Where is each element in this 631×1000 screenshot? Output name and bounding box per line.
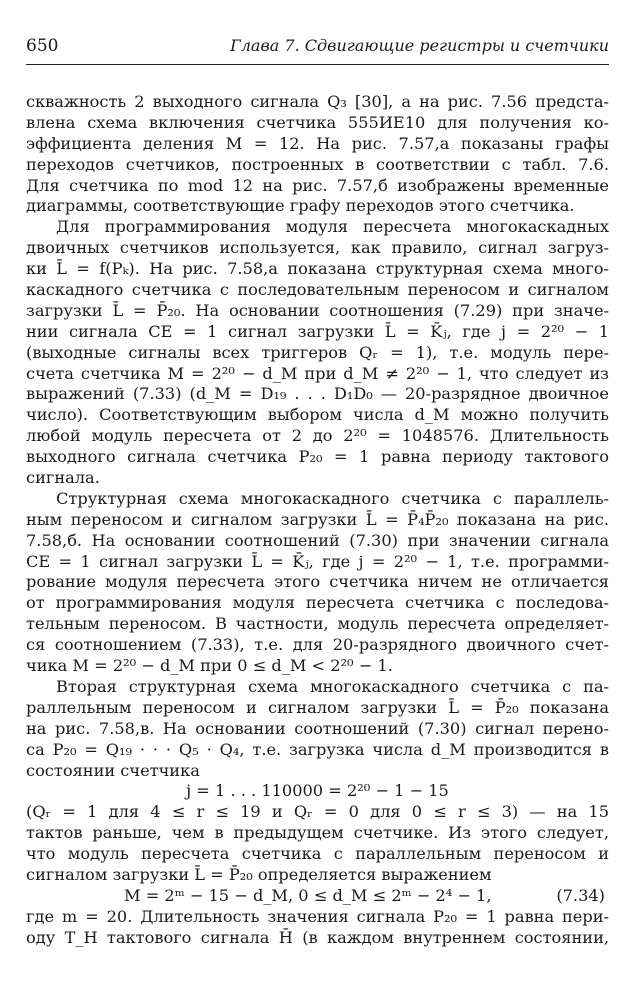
text-line: тактов раньше, чем в предыдущем счетчике. Из этого следует, — [26, 823, 609, 843]
equation-7-34 — [26, 886, 609, 907]
text-line: выражений (7.33) (d_M = D₁₉ . . . D₁D₀ — 20-разрядное двоичное — [26, 384, 609, 404]
equation-number: (7.34) — [556, 885, 605, 905]
text-line: ся соотношением (7.33), т.е. для 20-разрядного двоичного счет- — [26, 635, 609, 655]
text-line: сигналом загрузки L̄ = P̄₂₀ определяется выражением — [26, 864, 492, 884]
equation-body: M = 2ᵐ − 15 − d_M, 0 ≤ d_M ≤ 2ᵐ − 2⁴ − 1, — [124, 885, 492, 905]
running-header — [26, 36, 609, 60]
text-line: Вторая структурная схема многокаскадного счетчика с па- — [56, 676, 609, 696]
text-line: Структурная схема многокаскадного счетчика с параллель- — [56, 488, 609, 508]
body-text — [26, 92, 609, 949]
text-line: 7.58,б. На основании соотношений (7.30) при значении сигнала — [26, 530, 609, 550]
text-line: ным переносом и сигналом загрузки L̄ = P̄₄P̄₂₀ показана на рис. — [26, 509, 609, 529]
text-line: влена схема включения счетчика 555ИЕ10 для получения ко- — [26, 112, 609, 132]
text-line: любой модуль пересчета от 2 до 2²⁰ = 1048576. Длительность — [26, 426, 609, 446]
text-line: скважность 2 выходного сигнала Q₃ [30], а на рис. 7.56 предста- — [26, 92, 609, 111]
text-line: сигнала. — [26, 468, 100, 488]
text-line: двоичных счетчиков используется, как правило, сигнал загруз- — [26, 238, 609, 258]
text-line: Для счетчика по mod 12 на рис. 7.57,б изображены временные — [26, 175, 609, 195]
text-line: Для программирования модуля пересчета многокаскадных — [56, 217, 609, 237]
text-line: загрузки L̄ = P̄₂₀. На основании соотношения (7.29) при значе- — [26, 300, 609, 320]
text-line: са P₂₀ = Q₁₉ · · · Q₅ · Q₄, т.е. загрузка числа d_M производится в — [26, 739, 609, 759]
text-line: счета счетчика M = 2²⁰ − d_M при d_M ≠ 2²⁰ − 1, что следует из — [26, 363, 609, 383]
text-line: (выходные сигналы всех триггеров Qᵣ = 1), т.е. модуль пере- — [26, 342, 609, 362]
text-line: нии сигнала CE = 1 сигнал загрузки L̄ = K̄ⱼ, где j = 2²⁰ − 1 — [26, 321, 609, 341]
text-line: переходов счетчиков, построенных в соответствии с табл. 7.6. — [26, 154, 609, 174]
text-line: диаграммы, соответствующие графу переходов этого счетчика. — [26, 196, 575, 216]
text-line: оду T_H тактового сигнала H̄ (в каждом внутреннем состоянии, — [26, 927, 609, 947]
text-line: ки L̄ = f(Pₖ). На рис. 7.58,а показана структурная схема много- — [26, 259, 609, 279]
text-line: (Qᵣ = 1 для 4 ≤ r ≤ 19 и Qᵣ = 0 для 0 ≤ r ≤ 3) — на 15 — [26, 802, 609, 822]
text-line: эффициента деления M = 12. На рис. 7.57,а показаны графы — [26, 133, 609, 153]
text-line: выходного сигнала счетчика P₂₀ = 1 равна периоду тактового — [26, 447, 609, 467]
page-number: 650 — [26, 36, 59, 56]
header-rule — [26, 64, 609, 65]
text-line: что модуль пересчета счетчика с параллельным переносом и — [26, 844, 609, 864]
equation: j = 1 . . . 110000 = 2²⁰ − 1 − 15 — [186, 781, 449, 801]
text-line: на рис. 7.58,в. На основании соотношений (7.30) сигнал перено- — [26, 718, 609, 738]
text-line: чика M = 2²⁰ − d_M при 0 ≤ d_M < 2²⁰ − 1. — [26, 656, 393, 676]
chapter-title: Глава 7. Сдвигающие регистры и счетчики — [230, 36, 609, 55]
text-line: число). Соответствующим выбором числа d_M можно получить — [26, 405, 609, 425]
text-line: состоянии счетчика — [26, 760, 200, 780]
text-line: тельным переносом. В частности, модуль пересчета определяет- — [26, 614, 609, 634]
text-line: где m = 20. Длительность значения сигнала P₂₀ = 1 равна пери- — [26, 906, 609, 926]
text-line: каскадного счетчика с последовательным переносом и сигналом — [26, 280, 609, 300]
text-line: рование модуля пересчета этого счетчика ничем не отличается — [26, 572, 609, 592]
text-line: раллельным переносом и сигналом загрузки L̄ = P̄₂₀ показана — [26, 697, 609, 717]
text-line: CE = 1 сигнал загрузки L̄ = K̄ⱼ, где j = 2²⁰ − 1, т.е. программи- — [26, 551, 609, 571]
text-line: от программирования модуля пересчета счетчика с последова- — [26, 593, 609, 613]
